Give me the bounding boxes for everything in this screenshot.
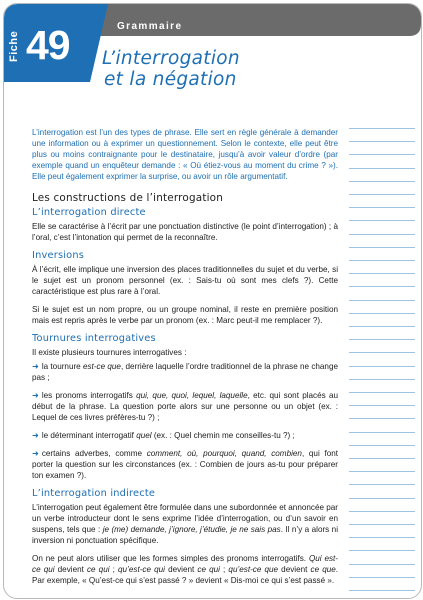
intro-paragraph: L’interrogation est l’un des types de phrase. Elle sert en règle générale à demander une information ou à exprimer un questionnement. Selon le contexte, elle peut être plus ou moins contraignante pour le destinataire, jusqu’à avoir valeur d’ordre (par exemple quand un enquêteur demande : « Où étiez-vous au moment du crime ? »). Elle peut également exprimer la surprise, ou avoir un rôle argumentatif. bbox=[32, 128, 338, 181]
indirecte-paragraph-2: On ne peut alors utiliser que les formes simples des pronoms interrogatifs. Qui est-ce qui devient ce qui ; qu’est-ce qui devient ce qui ; qu’est-ce que devient ce que. Par exemple, « Qu’est-ce qui s’est passé ? » devient « Dis-moi ce qui s’est passé ». bbox=[32, 554, 339, 585]
arrow-icon: ➜ bbox=[32, 391, 39, 400]
direct-paragraph: Elle se caractérise à l’écrit par une ponctuation distinctive (le point d’interrogation) ; à l’oral, c’est l’intonation qui permet de la reconnaître. bbox=[32, 222, 338, 242]
ruled-line bbox=[349, 168, 415, 169]
ruled-line bbox=[349, 247, 415, 248]
fiche-label: Fiche bbox=[8, 30, 20, 62]
ruled-line bbox=[349, 207, 415, 208]
title-line-2: et la négation bbox=[104, 69, 237, 90]
arrow-icon: ➜ bbox=[32, 449, 39, 458]
ruled-line bbox=[349, 445, 415, 446]
indirecte-paragraph-1: L’interrogation peut également être formulée dans une subordonnée et annoncée par un verbe introducteur dont le sens exprime l’idée d’interrogation, ou d’un savoir en suspens, tels que : je (me) demande, j’ignore, j’étudie, je ne sais pas. Il n’y a alors ni inversion ni ponctuation spécifique. bbox=[32, 503, 338, 545]
subheading-inversions: Inversions bbox=[32, 250, 85, 261]
ruled-line bbox=[349, 260, 415, 261]
ruled-line bbox=[349, 300, 415, 301]
ruled-line bbox=[349, 326, 415, 327]
ruled-line bbox=[349, 498, 415, 499]
ruled-line bbox=[349, 339, 415, 340]
list-item: ➜ les pronoms interrogatifs qui, que, quoi, lequel, laquelle, etc. qui sont placés au début de la phrase. La question porte alors sur une personne ou un objet (ex. : Lequel de ces livres préfères-tu ?) ; bbox=[32, 391, 338, 422]
inversions-paragraph-2: Si le sujet est un nom propre, ou un groupe nominal, il reste en première position mais est repris après le verbe par un pronom (ex. : Marc peut-il me remplacer ?). bbox=[32, 305, 338, 325]
page-title bbox=[102, 48, 240, 90]
arrow-icon: ➜ bbox=[32, 431, 39, 440]
ruled-line bbox=[349, 220, 415, 221]
list-item: ➜ la tournure est-ce que, derrière laquelle l’ordre traditionnel de la phrase ne change pas ; bbox=[32, 362, 338, 382]
ruled-line bbox=[349, 458, 415, 459]
ruled-line bbox=[349, 154, 415, 155]
notes-ruled-lines bbox=[349, 128, 415, 598]
fiche-number: 49 bbox=[26, 22, 70, 68]
ruled-line bbox=[349, 273, 415, 274]
ruled-line bbox=[349, 537, 415, 538]
ruled-line bbox=[349, 550, 415, 551]
ruled-line bbox=[349, 471, 415, 472]
ruled-line bbox=[349, 577, 415, 578]
ruled-line bbox=[349, 141, 415, 142]
ruled-line bbox=[349, 366, 415, 367]
page-card bbox=[3, 3, 422, 599]
ruled-line bbox=[349, 511, 415, 512]
ruled-line bbox=[349, 352, 415, 353]
section-heading: Les constructions de l’interrogation bbox=[32, 192, 224, 204]
list-item: ➜ le déterminant interrogatif quel (ex. : Quel chemin me conseilles-tu ?) ; bbox=[32, 431, 295, 440]
ruled-line bbox=[349, 128, 415, 129]
ruled-line bbox=[349, 234, 415, 235]
ruled-line bbox=[349, 432, 415, 433]
title-line-1: L’interrogation bbox=[102, 48, 240, 69]
ruled-line bbox=[349, 484, 415, 485]
ruled-line bbox=[349, 313, 415, 314]
ruled-line bbox=[349, 564, 415, 565]
ruled-line bbox=[349, 286, 415, 287]
subheading-direct: L’interrogation directe bbox=[32, 207, 146, 218]
subheading-indirecte: L’interrogation indirecte bbox=[32, 488, 156, 499]
category-label: Grammaire bbox=[117, 21, 183, 32]
arrow-icon: ➜ bbox=[32, 362, 39, 371]
main-content bbox=[32, 127, 338, 593]
inversions-paragraph-1: À l’écrit, elle implique une inversion des places traditionnelles du sujet et du verbe, si le sujet est un pronom personnel (ex. : Sais-tu où sont mes clefs ?). Cette caractéristique est plus rare à l’oral. bbox=[32, 265, 338, 296]
ruled-line bbox=[349, 405, 415, 406]
ruled-line bbox=[349, 590, 415, 591]
ruled-line bbox=[349, 418, 415, 419]
ruled-line bbox=[349, 194, 415, 195]
ruled-line bbox=[349, 524, 415, 525]
ruled-line bbox=[349, 392, 415, 393]
subheading-tournures: Tournures interrogatives bbox=[32, 333, 156, 344]
tournures-lead: Il existe plusieurs tournures interrogatives : bbox=[32, 348, 187, 357]
ruled-line bbox=[349, 181, 415, 182]
list-item: ➜ certains adverbes, comme comment, où, pourquoi, quand, combien, qui font porter la question sur les circonstances (ex. : Combien de jours as-tu pour préparer ton examen ?). bbox=[32, 449, 339, 480]
ruled-line bbox=[349, 379, 415, 380]
